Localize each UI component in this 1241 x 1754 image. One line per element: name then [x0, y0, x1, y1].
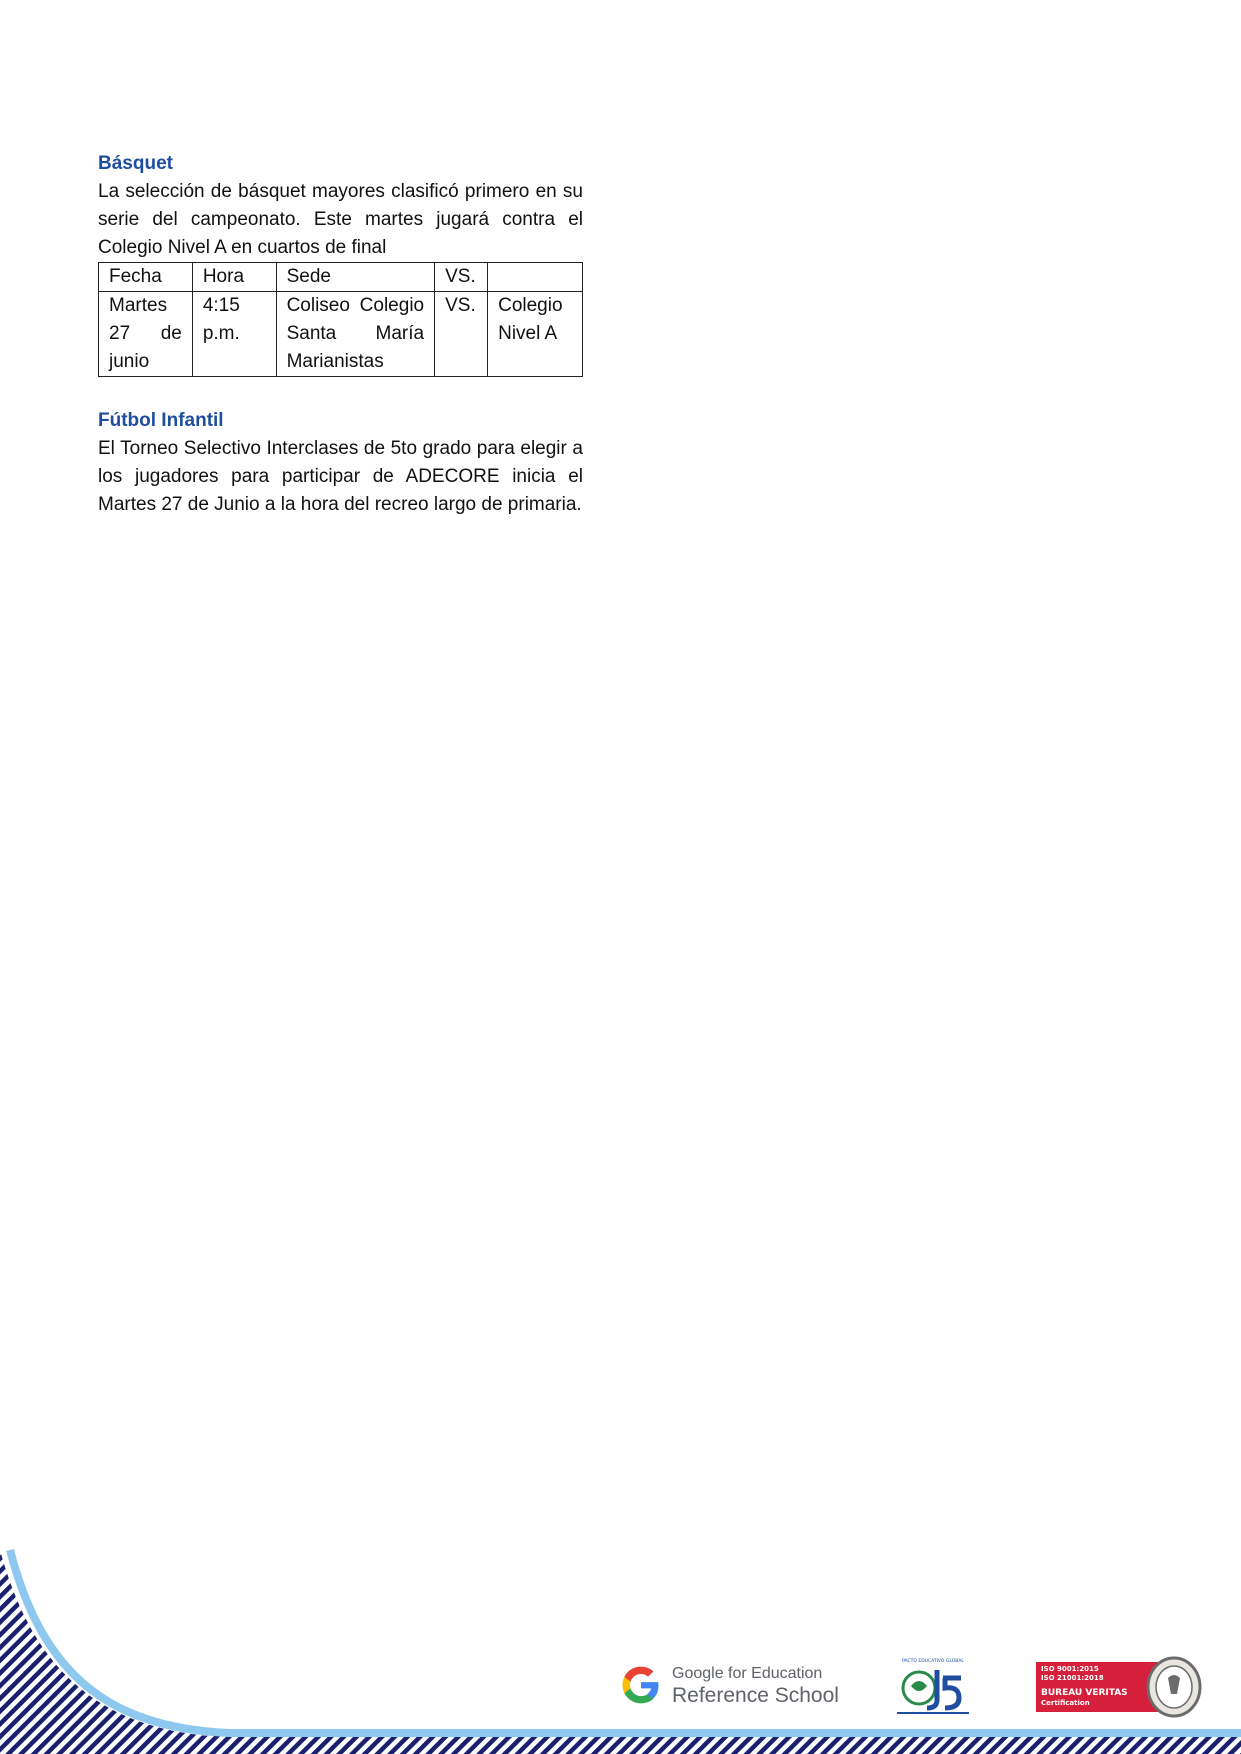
header-cell — [488, 263, 583, 292]
bv-line: BUREAU VERITAS — [1041, 1688, 1128, 1698]
schedule-table — [98, 262, 583, 377]
google-line1: Google for Education — [672, 1665, 823, 1682]
header-cell: Sede — [276, 263, 435, 292]
header-cell: VS. — [435, 263, 488, 292]
cell-hora: 4:15 p.m. — [192, 292, 276, 377]
basquet-text: La selección de básquet mayores clasificó primero en su serie del campeonato. Este martes jugará contra el Colegio Nivel A en cuartos de final — [98, 181, 583, 258]
cell-rival: Colegio Nivel A — [488, 292, 583, 377]
pacto-label: PACTO EDUCATIVO GLOBAL — [902, 1659, 964, 1664]
google-line2: Reference School — [672, 1684, 839, 1707]
bv-line: ISO 21001:2018 — [1041, 1674, 1104, 1682]
bv-line: ISO 9001:2015 — [1041, 1665, 1099, 1673]
header-cell: Fecha — [99, 263, 193, 292]
google-reference-school-logo — [620, 1660, 839, 1710]
bv-line: Certification — [1041, 1699, 1090, 1707]
cell-vs: VS. — [435, 292, 488, 377]
futbol-text: El Torneo Selectivo Interclases de 5to grado para elegir a los jugadores para participar de ADECORE inicia el Martes 27 de Junio a la hora del recreo largo de primaria. — [98, 438, 583, 515]
table-row — [99, 292, 583, 377]
footer-decoration — [0, 1530, 1241, 1754]
google-g-icon — [620, 1664, 662, 1706]
pacto-educativo-logo — [893, 1656, 973, 1718]
bureau-veritas-logo — [1036, 1656, 1192, 1718]
futbol-title: Fútbol Infantil — [98, 410, 224, 431]
cell-sede: Coliseo Colegio Santa María Marianistas — [276, 292, 435, 377]
header-cell: Hora — [192, 263, 276, 292]
cell-fecha: Martes 27 de junio — [99, 292, 193, 377]
bv-certification-box — [1036, 1662, 1158, 1712]
basquet-title: Básquet — [98, 153, 173, 174]
bureau-veritas-seal-icon — [1146, 1656, 1202, 1718]
page-content — [98, 150, 583, 519]
table-header-row — [99, 263, 583, 292]
